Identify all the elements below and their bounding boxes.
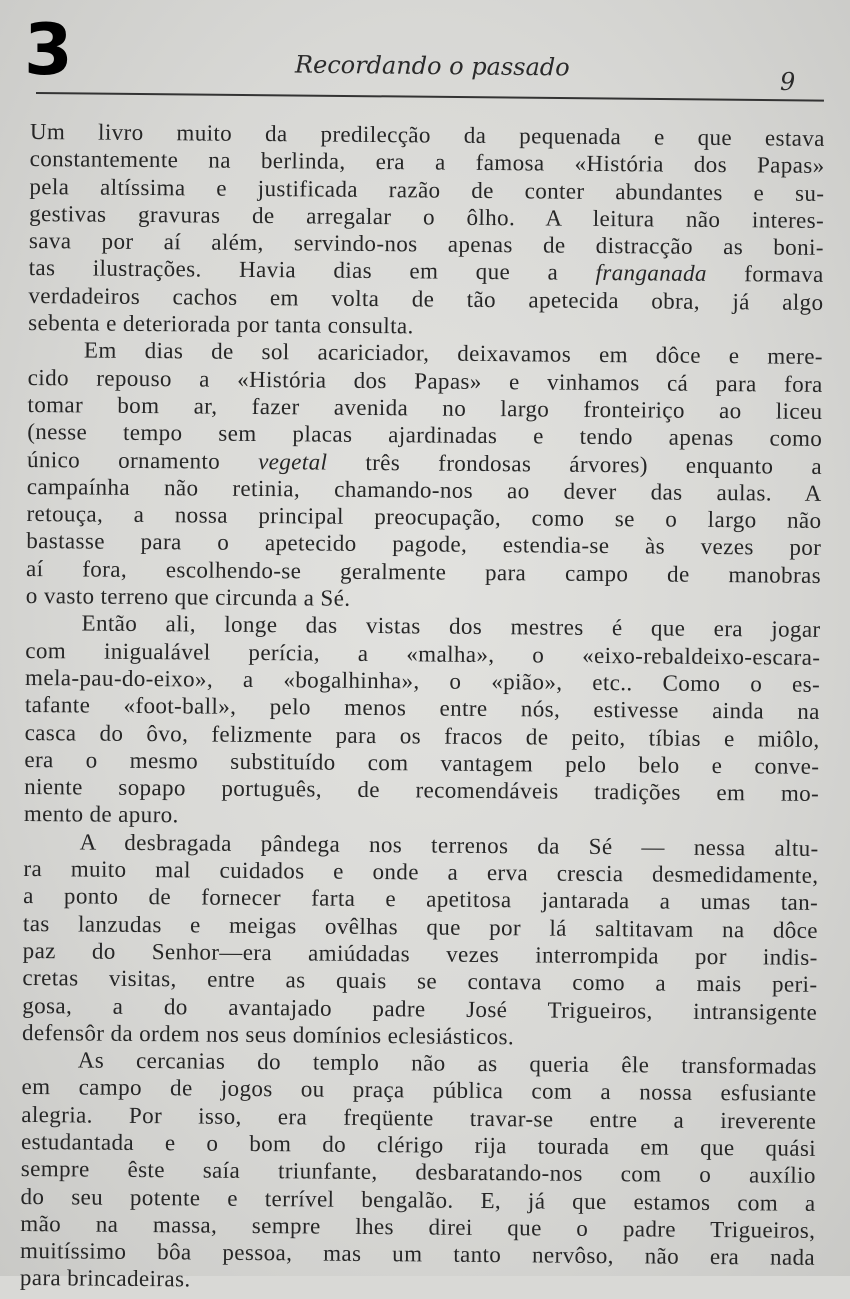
line-text: bastasse para o apetecido pagode, estendia-se às vezes por [26, 528, 822, 561]
line-text: alegria. Por isso, era freqüente travar-se entre a ireverente [21, 1101, 817, 1134]
line-text: formava [706, 261, 824, 288]
paragraph [26, 336, 823, 616]
line-text: pela altíssima e justificada razão de conter abundantes e su- [29, 173, 825, 206]
page-index-label: 3 [24, 9, 73, 91]
line-text: mela-pau-do-eixo», a «bogalhinha», o «pião», etc.. Como o es- [25, 664, 821, 697]
header-rule [36, 92, 824, 102]
line-text: Em dias de sol acariciador, deixavamos em dôce e mere- [83, 337, 824, 370]
line-text: mão na massa, sempre lhes direi que o padre Trigueiros, [20, 1210, 816, 1243]
running-head-title: Recordando o passado [294, 50, 570, 82]
line-text: três frondosas árvores) enquanto a [327, 449, 823, 479]
line-text: Um livro muito da predilecção da pequenada e que estava [29, 118, 825, 151]
line-text: verdadeiros cachos em volta de tão apetecida obra, já algo [28, 282, 824, 315]
body-text [20, 118, 825, 1299]
line-text: gestivas gravuras de arregalar o ôlho. A leitura não interes- [29, 200, 825, 233]
paragraph [22, 828, 819, 1053]
line-text: paz do Senhor—era amiúdadas vezes interrompida por indis- [22, 937, 818, 970]
line-text: tas lanzudas e meigas ovêlhas que por lá saltitavam na dôce [22, 910, 819, 943]
line-text: sempre êste saía triunfante, desbaratando-nos com o auxílio [20, 1156, 816, 1189]
line-text: com inigualável perícia, a «malha», o «eixo-rebaldeixo-escara- [25, 637, 821, 670]
line-text: cido repouso a «História dos Papas» e vinhamos cá para fora [27, 364, 823, 397]
line-text: em campo de jogos ou praça pública com a nossa esfusiante [21, 1074, 817, 1107]
italic-word: franganada [595, 260, 707, 287]
line-text: do seu potente e terrível bengalão. E, já que estamos com a [20, 1183, 816, 1216]
line-text: mento de apuro. [23, 801, 179, 828]
line-text: (nesse tempo sem placas ajardinadas e tendo apenas como [27, 419, 823, 452]
line-text: As cercanias do templo não as queria êle transformadas [77, 1047, 817, 1079]
line-text: tafante «foot-ball», pelo menos entre nós, estivesse ainda na [24, 692, 820, 725]
paragraph [20, 1046, 817, 1299]
line-text: casca do ôvo, felizmente para os fracos de peito, tíbias e miôlo, [24, 719, 820, 752]
line-text: o vasto terreno que circunda a Sé. [25, 583, 351, 611]
line-text: ra muito mal cuidados e onde a erva crescia desmedidamente, [23, 855, 819, 888]
line-text: campaínha não retinia, chamando-nos ao dever das aulas. A [26, 473, 822, 506]
line-text: tomar bom ar, fazer avenida no largo fronteiriço ao liceu [27, 391, 823, 424]
line-text: sava por aí além, servindo-nos apenas de distracção as boni- [28, 228, 825, 261]
line-text: a ponto de fornecer farta e apetitosa jantarada a umas tan- [23, 883, 819, 916]
paragraph [28, 118, 825, 343]
line-text: cretas visitas, entre as quais se contava como a mais peri- [22, 965, 818, 998]
paragraph [24, 609, 821, 834]
line-text: estudantada e o bom do clérigo rija tourada em que quási [20, 1128, 817, 1161]
line-text: defensôr da ordem nos seus domínios eclesiásticos. [21, 1019, 515, 1050]
italic-word: vegetal [258, 448, 328, 475]
line-text: niente sopapo português, de recomendáveis tradições em mo- [24, 774, 820, 807]
line-text: era o mesmo substituído com vantagem pelo belo e conve- [24, 746, 820, 779]
line-text: único ornamento [26, 446, 259, 474]
line-text: gosa, a do avantajado padre José Trigueiros, intransigente [22, 992, 818, 1025]
line-text: para brincadeiras. [19, 1265, 191, 1292]
line-text: Então ali, longe das vistas dos mestres é que era jogar [81, 610, 821, 643]
line-text: constantemente na berlinda, era a famosa «História dos Papas» [29, 146, 825, 179]
line-text: A desbragada pândega nos terrenos da Sé — nessa altu- [79, 829, 819, 861]
folio-page-number: 9 [780, 68, 796, 96]
line-text: muitíssimo bôa pessoa, mas um tanto nervôso, não era nada [20, 1238, 816, 1271]
line-text: tas ilustrações. Havia dias em que a [28, 255, 596, 286]
line-text: sebenta e deteriorada por tanta consulta. [28, 310, 414, 339]
line-text: retouça, a nossa principal preocupação, como se o largo não [26, 501, 822, 534]
line-text: aí fora, escolhendo-se geralmente para campo de manobras [25, 555, 822, 588]
